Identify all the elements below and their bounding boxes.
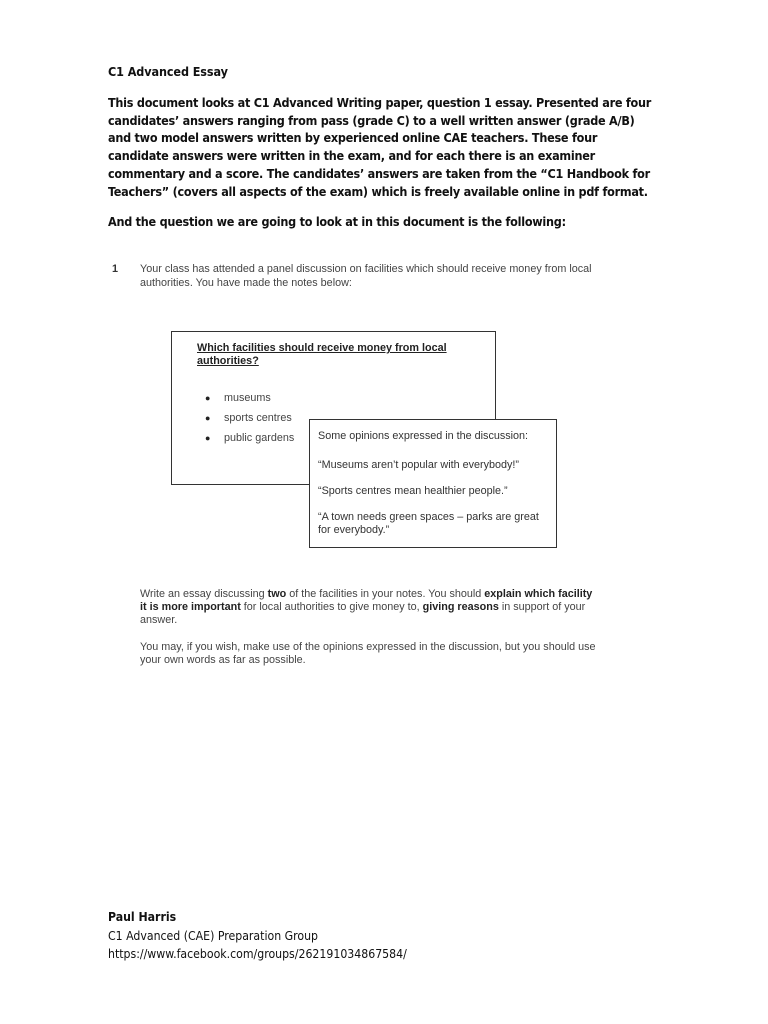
instruction-text: of the facilities in your notes. You should (286, 588, 485, 600)
facility-label: sports centres (224, 412, 292, 424)
list-item (205, 408, 294, 428)
opinion-quote: “A town needs green spaces – parks are great for everybody.” (318, 511, 539, 536)
bullet-icon: ● (205, 413, 211, 423)
instruction-emphasis: giving reasons (422, 601, 499, 613)
group-name: C1 Advanced (CAE) Preparation Group (108, 928, 318, 943)
instruction-emphasis: explain which facility it is more important (140, 588, 593, 613)
question-prompt: Your class has attended a panel discussion on facilities which should receive money from local authorities. You have made the notes below: (140, 263, 592, 289)
essay-instruction (140, 588, 600, 627)
facility-label: museums (224, 392, 271, 404)
question-number: 1 (112, 263, 119, 275)
list-item (205, 428, 294, 448)
intro-paragraph: This document looks at C1 Advanced Writing paper, question 1 essay. Presented are four candidates’ answers ranging from pass (grade C) to a well written answer (grade A/B) and two model answers written by experienced online CAE teachers. These four candidate answers were written in the exam, and for each there is an examiner commentary and a score. The candidates’ answers are taken from the “C1 Handbook for Teachers” (covers all aspects of the exam) which is freely available online in pdf format. (108, 95, 652, 199)
document-title: C1 Advanced Essay (108, 64, 228, 79)
opinions-heading: Some opinions expressed in the discussion: (318, 430, 529, 442)
facility-list (205, 388, 294, 448)
instruction-text: in support of your answer. (140, 601, 586, 626)
instruction-emphasis: two (267, 588, 287, 600)
group-url[interactable]: https://www.facebook.com/groups/262191034867584/ (108, 947, 407, 961)
facility-label: public gardens (224, 432, 295, 444)
opinion-quote: “Sports centres mean healthier people.” (318, 485, 508, 497)
notes-heading: Which facilities should receive money from local authorities? (197, 342, 447, 367)
lead-sentence: And the question we are going to look at in this document is the following: (108, 214, 566, 229)
list-item (205, 388, 294, 408)
bullet-icon: ● (205, 433, 211, 443)
opinion-quote: “Museums aren’t popular with everybody!” (318, 459, 520, 471)
author-name: Paul Harris (108, 910, 177, 924)
essay-instruction-optional: You may, if you wish, make use of the opinions expressed in the discussion, but you should use your own words as far as possible. (140, 641, 596, 666)
footer (108, 908, 407, 964)
instruction-text: Write an essay discussing (140, 588, 268, 600)
bullet-icon: ● (205, 393, 211, 403)
instruction-text: for local authorities to give money to, (240, 601, 423, 613)
opinions-box (309, 419, 557, 548)
